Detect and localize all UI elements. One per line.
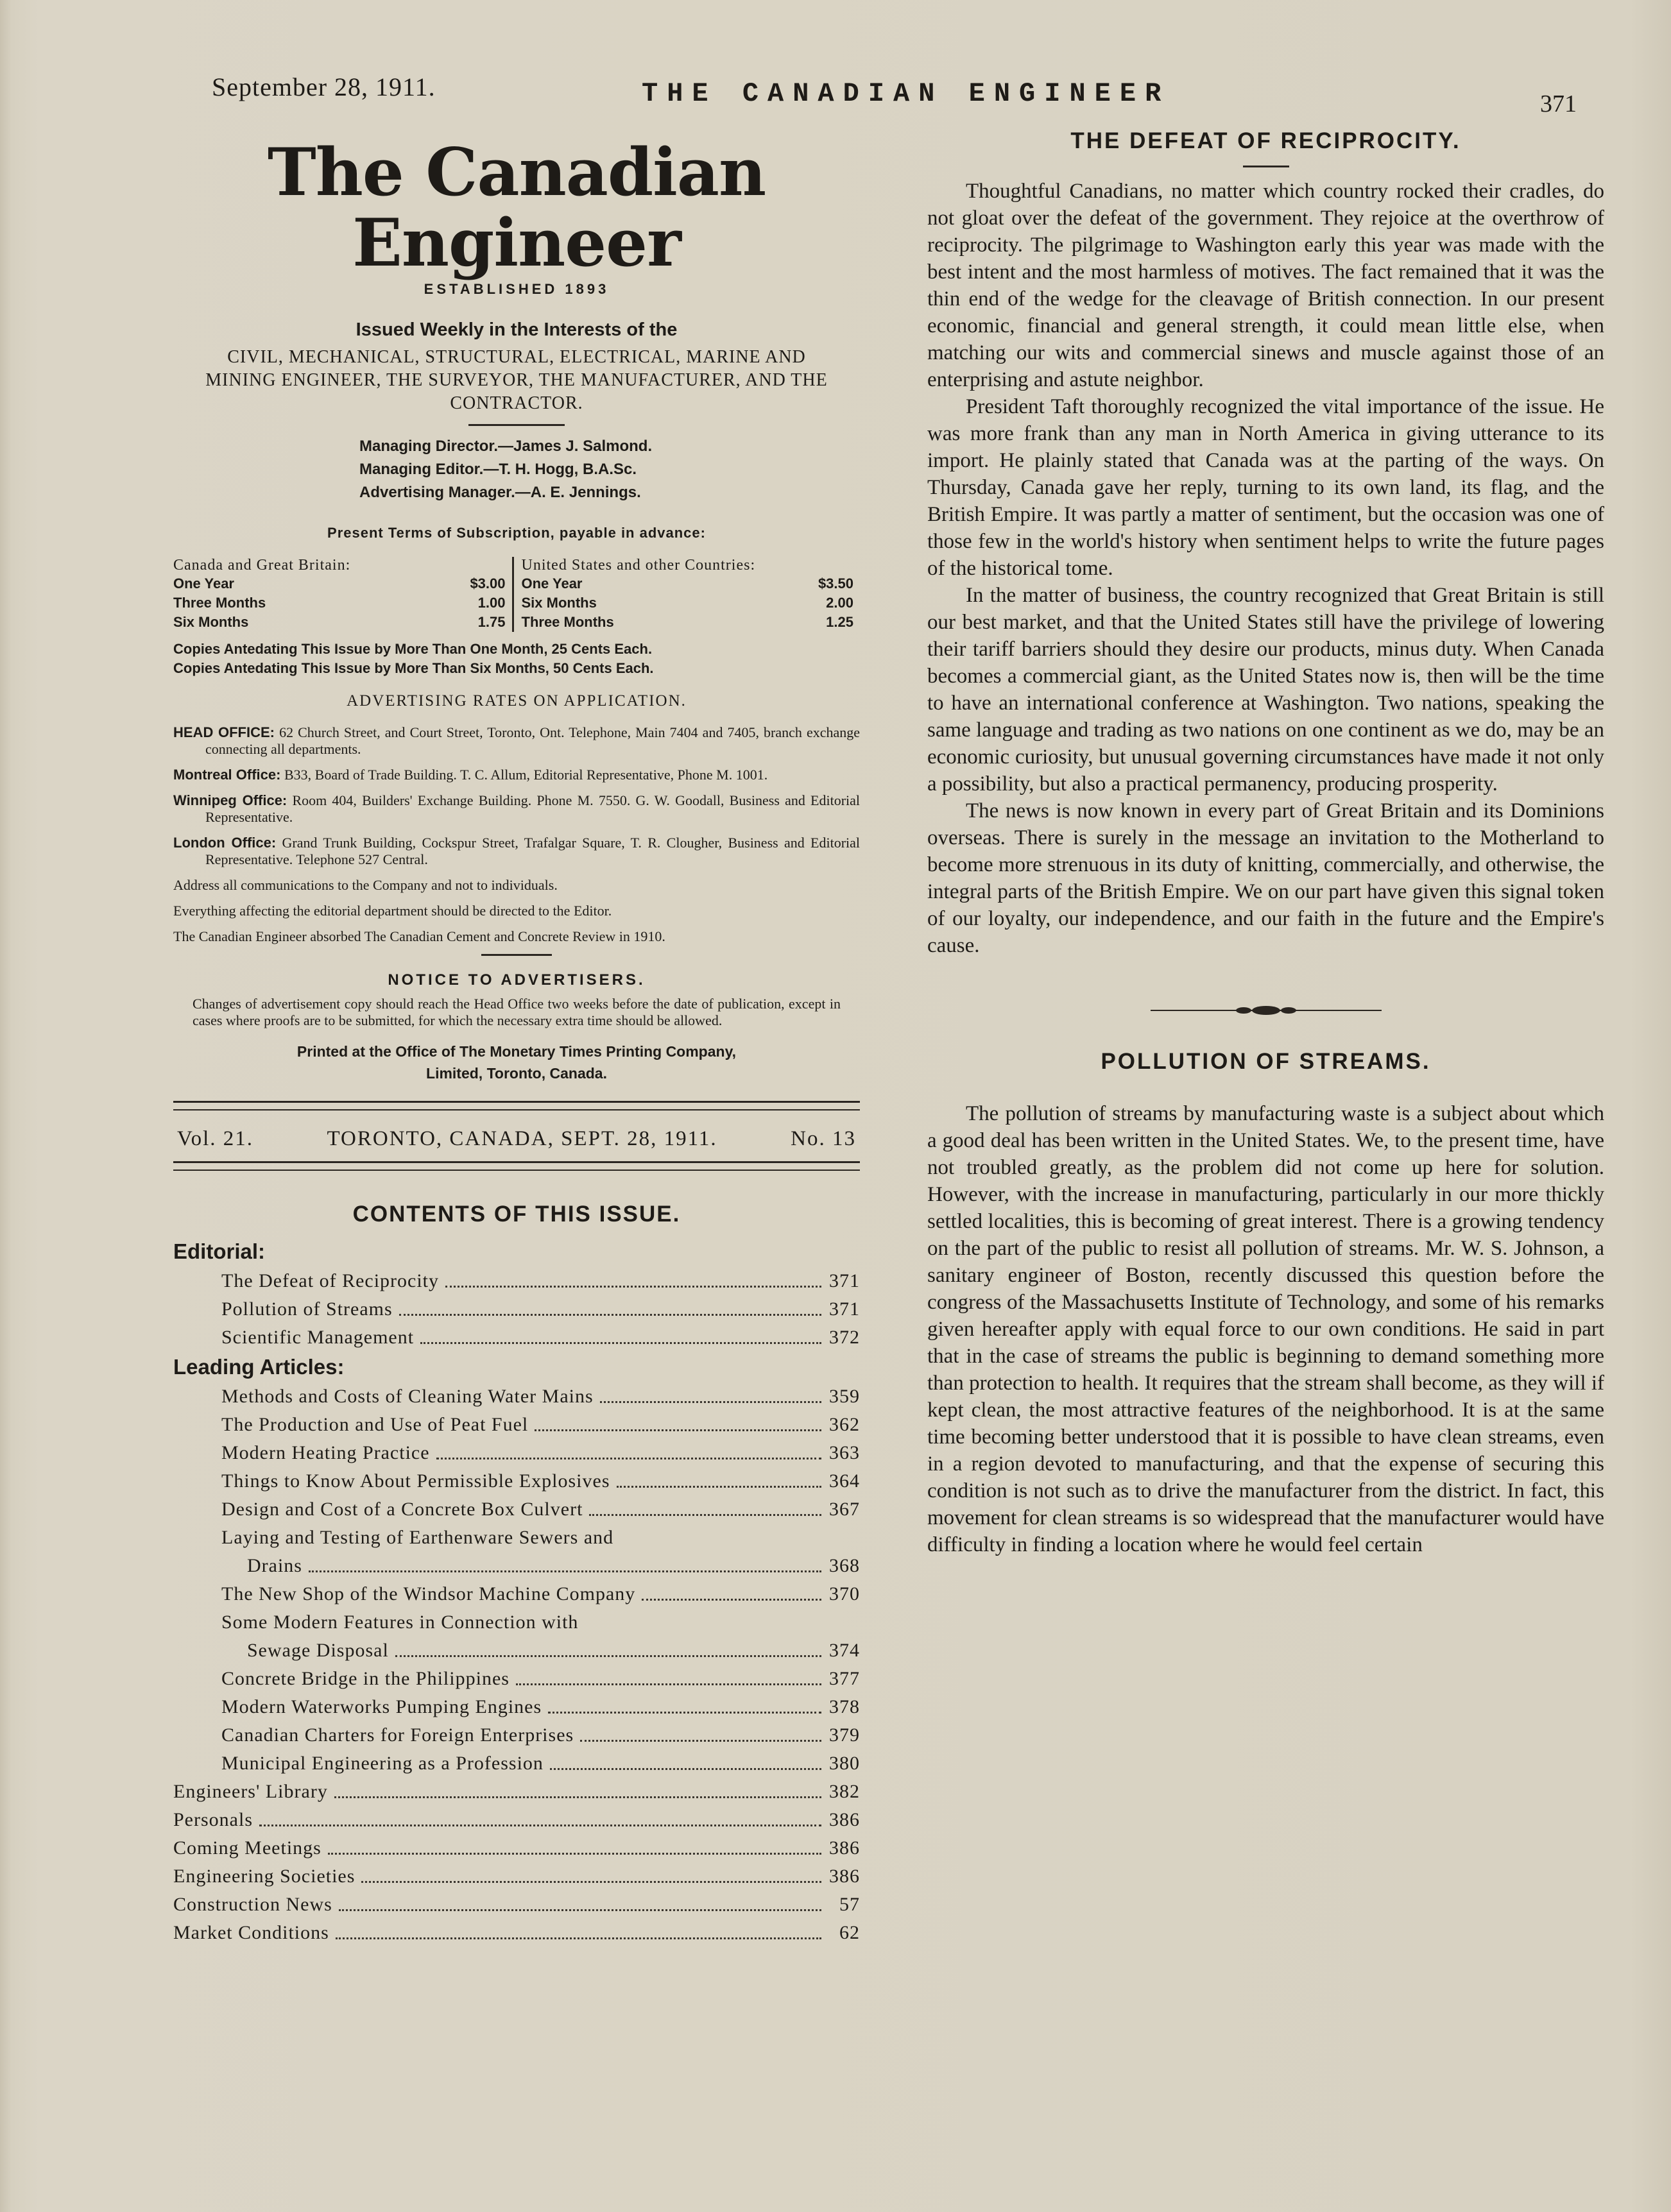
toc-entry-title: Some Modern Features in Connection with	[221, 1612, 579, 1633]
toc-leader-dots	[309, 1570, 821, 1572]
toc-page-number: 386	[829, 1809, 860, 1830]
table-of-contents	[173, 1236, 860, 1947]
toc-entry-title: Coming Meetings	[173, 1837, 321, 1859]
toc-leader-dots	[548, 1712, 821, 1714]
toc-entry[interactable]	[173, 1891, 860, 1919]
toc-entry-title: The Production and Use of Peat Fuel	[221, 1414, 529, 1435]
winnipeg-office-text: Room 404, Builders' Exchange Building. Phone M. 7550. G. W. Goodall, Business and Editorial Representative.	[205, 792, 861, 825]
toc-entry-title: Pollution of Streams	[221, 1298, 393, 1320]
rate-price: 1.25	[826, 614, 853, 630]
toc-page-number: 374	[829, 1640, 860, 1661]
toc-leader-dots	[336, 1937, 821, 1939]
toc-entry[interactable]	[173, 1721, 860, 1749]
toc-leader-dots	[399, 1314, 821, 1316]
reciprocity-article	[927, 178, 1604, 959]
volume-line	[173, 1127, 860, 1151]
issue-number: No. 13	[791, 1127, 856, 1150]
contents-title: CONTENTS OF THIS ISSUE.	[352, 1202, 681, 1227]
toc-page-number: 377	[829, 1668, 860, 1689]
toc-entry[interactable]	[173, 1295, 860, 1323]
rate-term: One Year	[173, 575, 234, 591]
toc-entry-title: Things to Know About Permissible Explosives	[221, 1470, 610, 1492]
subscription-title: Present Terms of Subscription, payable in advance:	[327, 525, 706, 541]
toc-entry[interactable]	[173, 1411, 860, 1439]
montreal-office-text: B33, Board of Trade Building. T. C. Allum, Editorial Representative, Phone M. 1001.	[284, 767, 768, 783]
toc-entry[interactable]	[173, 1834, 860, 1862]
toc-entry-title: Engineering Societies	[173, 1866, 356, 1887]
copies-six-months: Copies Antedating This Issue by More Than Six Months, 50 Cents Each.	[173, 660, 654, 676]
toc-page-number: 380	[829, 1753, 860, 1774]
staff-editor: Managing Editor.—T. H. Hogg, B.A.Sc.	[359, 461, 637, 478]
staff-director: Managing Director.—James J. Salmond.	[359, 438, 653, 455]
volume-place-date: TORONTO, CANADA, SEPT. 28, 1911.	[327, 1127, 717, 1150]
double-rule	[173, 1161, 860, 1171]
toc-entry-title: Personals	[173, 1809, 253, 1830]
toc-page-number: 370	[829, 1583, 860, 1604]
article-paragraph: President Taft thoroughly recognized the vital importance of the issue. He was more frank than any man in North America in giving utterance to its import. He plainly stated that Canada was at the parting of the ways. On Thursday, Canada gave her reply, turning to its own land, its flag, and the British Empire. It was partly a matter of sentiment, but the occasion was one of those few in the world's history when sentiment helps to write the future pages of the historical tome.	[927, 395, 1604, 580]
toc-entry-title: Methods and Costs of Cleaning Water Mains	[221, 1386, 594, 1407]
staff-list	[359, 435, 860, 504]
toc-page-number: 363	[829, 1442, 860, 1463]
toc-entry-title: Construction News	[173, 1894, 332, 1915]
toc-leader-dots	[395, 1655, 821, 1657]
article-paragraph: The news is now known in every part of Great Britain and its Dominions overseas. There is surely in the message an invitation to the Motherland to become more strenuous in its duty of knitting, commercially, and otherwise, the integral parts of the British Empire. We on our part have given this signal token of our loyalty, our independence, and our faith in the future and the Empire's cause.	[927, 799, 1604, 957]
toc-entry-title: Municipal Engineering as a Profession	[221, 1753, 544, 1774]
rate-price: 2.00	[826, 595, 853, 611]
toc-leader-dots	[436, 1458, 821, 1459]
head-office-text: 62 Church Street, and Court Street, Toronto, Ont. Telephone, Main 7404 and 7405, branch exchange connecting all departments.	[205, 724, 861, 757]
page-number: 371	[1540, 90, 1577, 117]
rate-row	[173, 613, 512, 632]
rate-row	[173, 593, 512, 613]
toc-page-number: 368	[829, 1555, 860, 1576]
toc-entry-title: Design and Cost of a Concrete Box Culvert	[221, 1499, 583, 1520]
toc-leader-dots	[516, 1683, 821, 1685]
toc-entry[interactable]	[173, 1439, 860, 1467]
toc-page-number: 382	[829, 1781, 860, 1802]
right-column	[927, 128, 1604, 1558]
toc-page-number: 367	[829, 1499, 860, 1520]
title-rule	[1243, 166, 1289, 167]
toc-entry-continued[interactable]	[173, 1637, 860, 1665]
article-paragraph: In the matter of business, the country recognized that Great Britain is still our best market, and that the United States still have the privilege of lowering their tariff barriers should they desire our products, minus duty. When Canada becomes a commercial giant, as the United States now is, then will be the time to have an international conference at Washington. Two nations, speaking the same language and trading as two nations on one continent as we do, may be an economic curiosity, but unusual governing circumstances have made it not only a possibility, but also a practical permanency, producing prosperity.	[927, 584, 1604, 795]
toc-page-number: 371	[829, 1270, 860, 1291]
office-list	[173, 724, 860, 945]
printer-line-2: Limited, Toronto, Canada.	[426, 1065, 607, 1082]
toc-leader-dots	[259, 1825, 821, 1826]
toc-entry[interactable]	[173, 1693, 860, 1721]
spacer	[927, 1075, 1604, 1100]
toc-leader-dots	[420, 1342, 821, 1344]
copies-notes	[173, 640, 860, 678]
advertising-rates: ADVERTISING RATES ON APPLICATION.	[347, 692, 687, 710]
toc-leader-dots	[339, 1909, 821, 1911]
toc-leader-dots	[334, 1796, 821, 1798]
toc-leader-dots	[550, 1768, 821, 1770]
rate-term: Three Months	[173, 595, 266, 611]
absorbed-note: The Canadian Engineer absorbed The Canadian Cement and Concrete Review in 1910.	[173, 928, 665, 944]
rate-row	[522, 574, 861, 593]
toc-leader-dots	[589, 1514, 821, 1516]
article-paragraph: Thoughtful Canadians, no matter which country rocked their cradles, do not gloat over the defeat of the government. They rejoice at the overthrow of reciprocity. The pilgrimage to Washington early this year was made with the best intent and the most harmless of motives. The fact remained that it was the thin end of the wedge for the cleavage of British connection. In our present economic, financial and general strength, it could mean little else, when matching our wits and commercial sinews and muscle against those of an enterprising and astute neighbor.	[927, 180, 1604, 391]
left-column	[173, 128, 860, 1947]
staff-advertising: Advertising Manager.—A. E. Jennings.	[359, 484, 641, 501]
toc-leader-dots	[600, 1401, 821, 1403]
toc-entry[interactable]	[173, 1524, 860, 1552]
divider	[468, 424, 565, 426]
toc-page-number: 386	[829, 1837, 860, 1859]
london-office-text: Grand Trunk Building, Cockspur Street, Trafalgar Square, T. R. Clougher, Business and Editorial Representative. Telephone 527 Central.	[205, 835, 861, 867]
toc-leader-dots	[445, 1286, 821, 1288]
head-office	[173, 724, 860, 758]
rate-term: Six Months	[173, 614, 249, 630]
running-head-date: September 28, 1911.	[212, 72, 436, 101]
issued-weekly: Issued Weekly in the Interests of the	[356, 319, 678, 340]
printer-credit	[173, 1041, 860, 1084]
toc-leader-dots	[617, 1486, 822, 1488]
subscription-rates	[173, 557, 860, 632]
rate-price: $3.00	[470, 575, 506, 591]
toc-entry-title-cont: Sewage Disposal	[247, 1640, 389, 1661]
toc-entry[interactable]	[173, 1778, 860, 1806]
toc-page-number: 62	[839, 1922, 860, 1943]
toc-entry-title: Engineers' Library	[173, 1781, 328, 1802]
rate-term: Six Months	[521, 595, 597, 611]
rate-row	[173, 574, 512, 593]
toc-page-number: 57	[839, 1894, 860, 1915]
copies-one-month: Copies Antedating This Issue by More Than One Month, 25 Cents Each.	[173, 641, 653, 657]
toc-entry-title: Market Conditions	[173, 1922, 329, 1943]
toc-entry[interactable]	[173, 1608, 860, 1637]
toc-entry-title: The New Shop of the Windsor Machine Company	[221, 1583, 636, 1604]
pollution-title: POLLUTION OF STREAMS.	[1101, 1049, 1431, 1074]
address-note: Address all communications to the Company and not to individuals.	[173, 877, 558, 893]
toc-page-number: 379	[829, 1724, 860, 1746]
toc-entry[interactable]	[173, 1665, 860, 1693]
reciprocity-title: THE DEFEAT OF RECIPROCITY.	[1070, 128, 1461, 153]
notice-body: Changes of advertisement copy should reach the Head Office two weeks before the date of publication, except in cases where proofs are to be submitted, for which the necessary extra time should be allowed.	[193, 996, 841, 1028]
rate-price: 1.00	[477, 595, 506, 611]
pollution-article	[927, 1100, 1604, 1558]
toc-entry[interactable]	[173, 1919, 860, 1947]
toc-entry[interactable]	[173, 1862, 860, 1891]
toc-entry[interactable]	[173, 1806, 860, 1834]
ornament-divider	[1151, 1004, 1382, 1017]
running-head-title: THE CANADIAN ENGINEER	[642, 78, 1170, 109]
toc-section-label: Leading Articles:	[173, 1355, 345, 1379]
head-office-label: HEAD OFFICE:	[173, 724, 275, 740]
printer-line-1: Printed at the Office of The Monetary Times Printing Company,	[296, 1043, 737, 1060]
rates-us-header: United States and other Countries:	[521, 557, 756, 574]
toc-entry-title: The Defeat of Reciprocity	[221, 1270, 440, 1291]
toc-section-label: Editorial:	[173, 1239, 266, 1263]
volume-number: Vol. 21.	[177, 1127, 253, 1150]
toc-page-number: 386	[829, 1866, 860, 1887]
rate-term: Three Months	[521, 614, 614, 630]
toc-entry[interactable]	[173, 1382, 860, 1411]
toc-leader-dots	[328, 1853, 821, 1855]
interests-list: CIVIL, MECHANICAL, STRUCTURAL, ELECTRICAL, MARINE AND MINING ENGINEER, THE SURVEYOR, THE MANUFACTURER, AND THE CONTRACTOR.	[205, 347, 828, 413]
established-line: ESTABLISHED 1893	[424, 281, 610, 297]
toc-page-number: 362	[829, 1414, 860, 1435]
toc-entry-title: Scientific Management	[221, 1327, 415, 1348]
toc-page-number: 364	[829, 1470, 860, 1492]
double-rule	[173, 1101, 860, 1110]
masthead-title: The Canadian Engineer	[267, 134, 766, 282]
toc-leader-dots	[361, 1881, 821, 1883]
rate-term: One Year	[521, 575, 583, 591]
toc-page-number: 372	[829, 1327, 860, 1348]
toc-page-number: 378	[829, 1696, 860, 1717]
rate-row	[522, 613, 861, 632]
toc-entry-title: Modern Waterworks Pumping Engines	[221, 1696, 542, 1717]
winnipeg-office-label: Winnipeg Office:	[173, 792, 287, 808]
toc-entry-title: Modern Heating Practice	[221, 1442, 430, 1463]
winnipeg-office	[173, 792, 860, 826]
rate-price: $3.50	[818, 575, 853, 591]
toc-entry-title: Laying and Testing of Earthenware Sewers and	[221, 1527, 614, 1548]
toc-entry[interactable]	[173, 1580, 860, 1608]
toc-entry-title: Canadian Charters for Foreign Enterprises	[221, 1724, 574, 1746]
toc-entry-title-cont: Drains	[247, 1555, 302, 1576]
toc-entry[interactable]	[173, 1323, 860, 1352]
toc-entry-continued[interactable]	[173, 1552, 860, 1580]
montreal-office-label: Montreal Office:	[173, 767, 281, 783]
london-office-label: London Office:	[173, 835, 277, 851]
rates-canada-header: Canada and Great Britain:	[173, 557, 351, 574]
toc-page-number: 371	[829, 1298, 860, 1320]
rate-row	[522, 593, 861, 613]
montreal-office	[173, 767, 860, 783]
toc-leader-dots	[642, 1599, 821, 1601]
divider	[481, 954, 552, 956]
article-paragraph: The pollution of streams by manufacturing waste is a subject about which a good deal has been written in the United States. We, to the present time, have not troubled greatly, as the problem did not come up here for solution. However, with the increase in manufacturing, particularly in our more thickly settled localities, this is becoming of great interest. There is a growing tendency on the part of the public to resist all pollution of streams. Mr. W. S. Johnson, a sanitary engineer of Boston, recently discussed this question before the congress of the Massachusetts Institute of Technology, and some of his remarks given hereafter apply with equal force to our own conditions. He said in part that in the case of streams the public is beginning to demand something more than protection to health. It requires that the stream shall become, as they will if kept clean, the most attractive features of the neighborhood. It is at the same time becoming better understood that it is possible to have clean streams, even in a region devoted to manufacturing, and that the expense of securing this condition is not such as to drive the manufacturer from the district. In fact, this movement for clean streams is so widespread that the manufacturer would have difficulty in finding a location where he would feel certain	[927, 1102, 1604, 1556]
toc-leader-dots	[580, 1740, 821, 1742]
rate-price: 1.75	[477, 614, 506, 630]
toc-entry[interactable]	[173, 1495, 860, 1524]
toc-entry[interactable]	[173, 1749, 860, 1778]
notice-title: NOTICE TO ADVERTISERS.	[388, 971, 646, 989]
editorial-note: Everything affecting the editorial department should be directed to the Editor.	[173, 903, 612, 919]
rates-canada	[173, 557, 512, 632]
toc-leader-dots	[535, 1429, 821, 1431]
toc-entry-title: Concrete Bridge in the Philippines	[221, 1668, 510, 1689]
toc-entry[interactable]	[173, 1467, 860, 1495]
toc-page-number: 359	[829, 1386, 860, 1407]
rates-us	[512, 557, 861, 632]
london-office	[173, 835, 860, 868]
toc-entry[interactable]	[173, 1267, 860, 1295]
